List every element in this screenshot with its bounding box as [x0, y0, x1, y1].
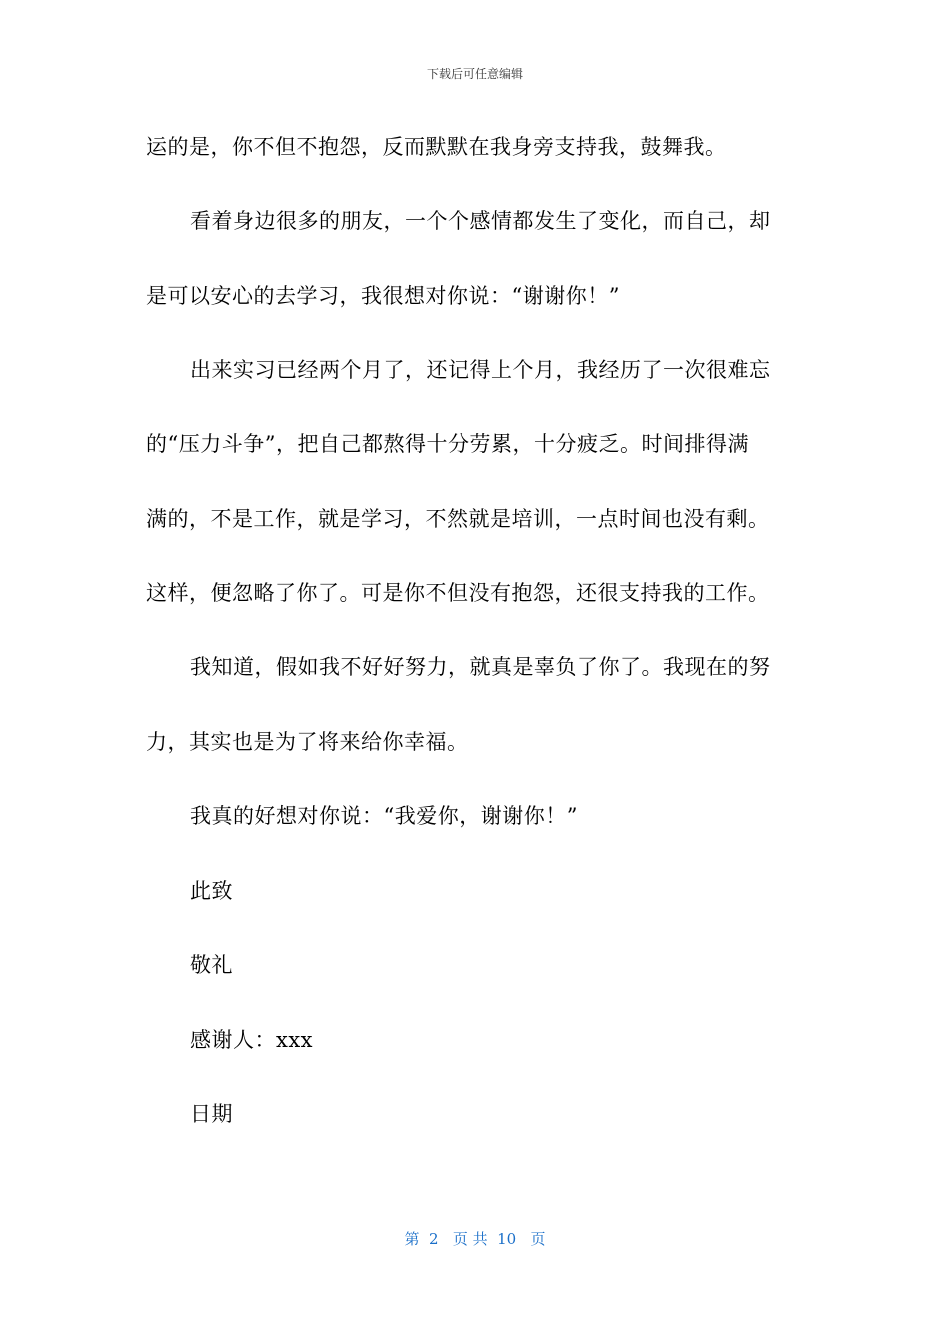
- closing-regards: 敬礼: [190, 953, 233, 977]
- body-line-5: 的“压力斗争”，把自己都熬得十分劳累，十分疲乏。时间排得满: [146, 432, 749, 456]
- body-line-3: 是可以安心的去学习，我很想对你说：“谢谢你！”: [146, 284, 620, 308]
- signature-line: 感谢人：xxx: [190, 1028, 314, 1052]
- body-line-7: 这样，便忽略了你了。可是你不但没有抱怨，还很支持我的工作。: [146, 581, 770, 605]
- page-number-footer: 第 2 页 共 10 页: [404, 1230, 546, 1248]
- body-line-4: 出来实习已经两个月了，还记得上个月，我经历了一次很难忘: [190, 358, 771, 382]
- body-line-9: 力，其实也是为了将来给你幸福。: [146, 730, 469, 754]
- date-line: 日期: [190, 1102, 233, 1126]
- body-line-6: 满的，不是工作，就是学习，不然就是培训，一点时间也没有剩。: [146, 507, 770, 531]
- body-line-8: 我知道，假如我不好好努力，就真是辜负了你了。我现在的努: [190, 655, 771, 679]
- body-line-10: 我真的好想对你说：“我爱你，谢谢你！”: [190, 804, 578, 828]
- closing-salutation: 此致: [190, 879, 233, 903]
- body-line-1: 运的是，你不但不抱怨，反而默默在我身旁支持我，鼓舞我。: [146, 135, 727, 159]
- page-header-note: 下载后可任意编辑: [426, 67, 523, 81]
- body-line-2: 看着身边很多的朋友，一个个感情都发生了变化，而自己，却: [190, 209, 771, 233]
